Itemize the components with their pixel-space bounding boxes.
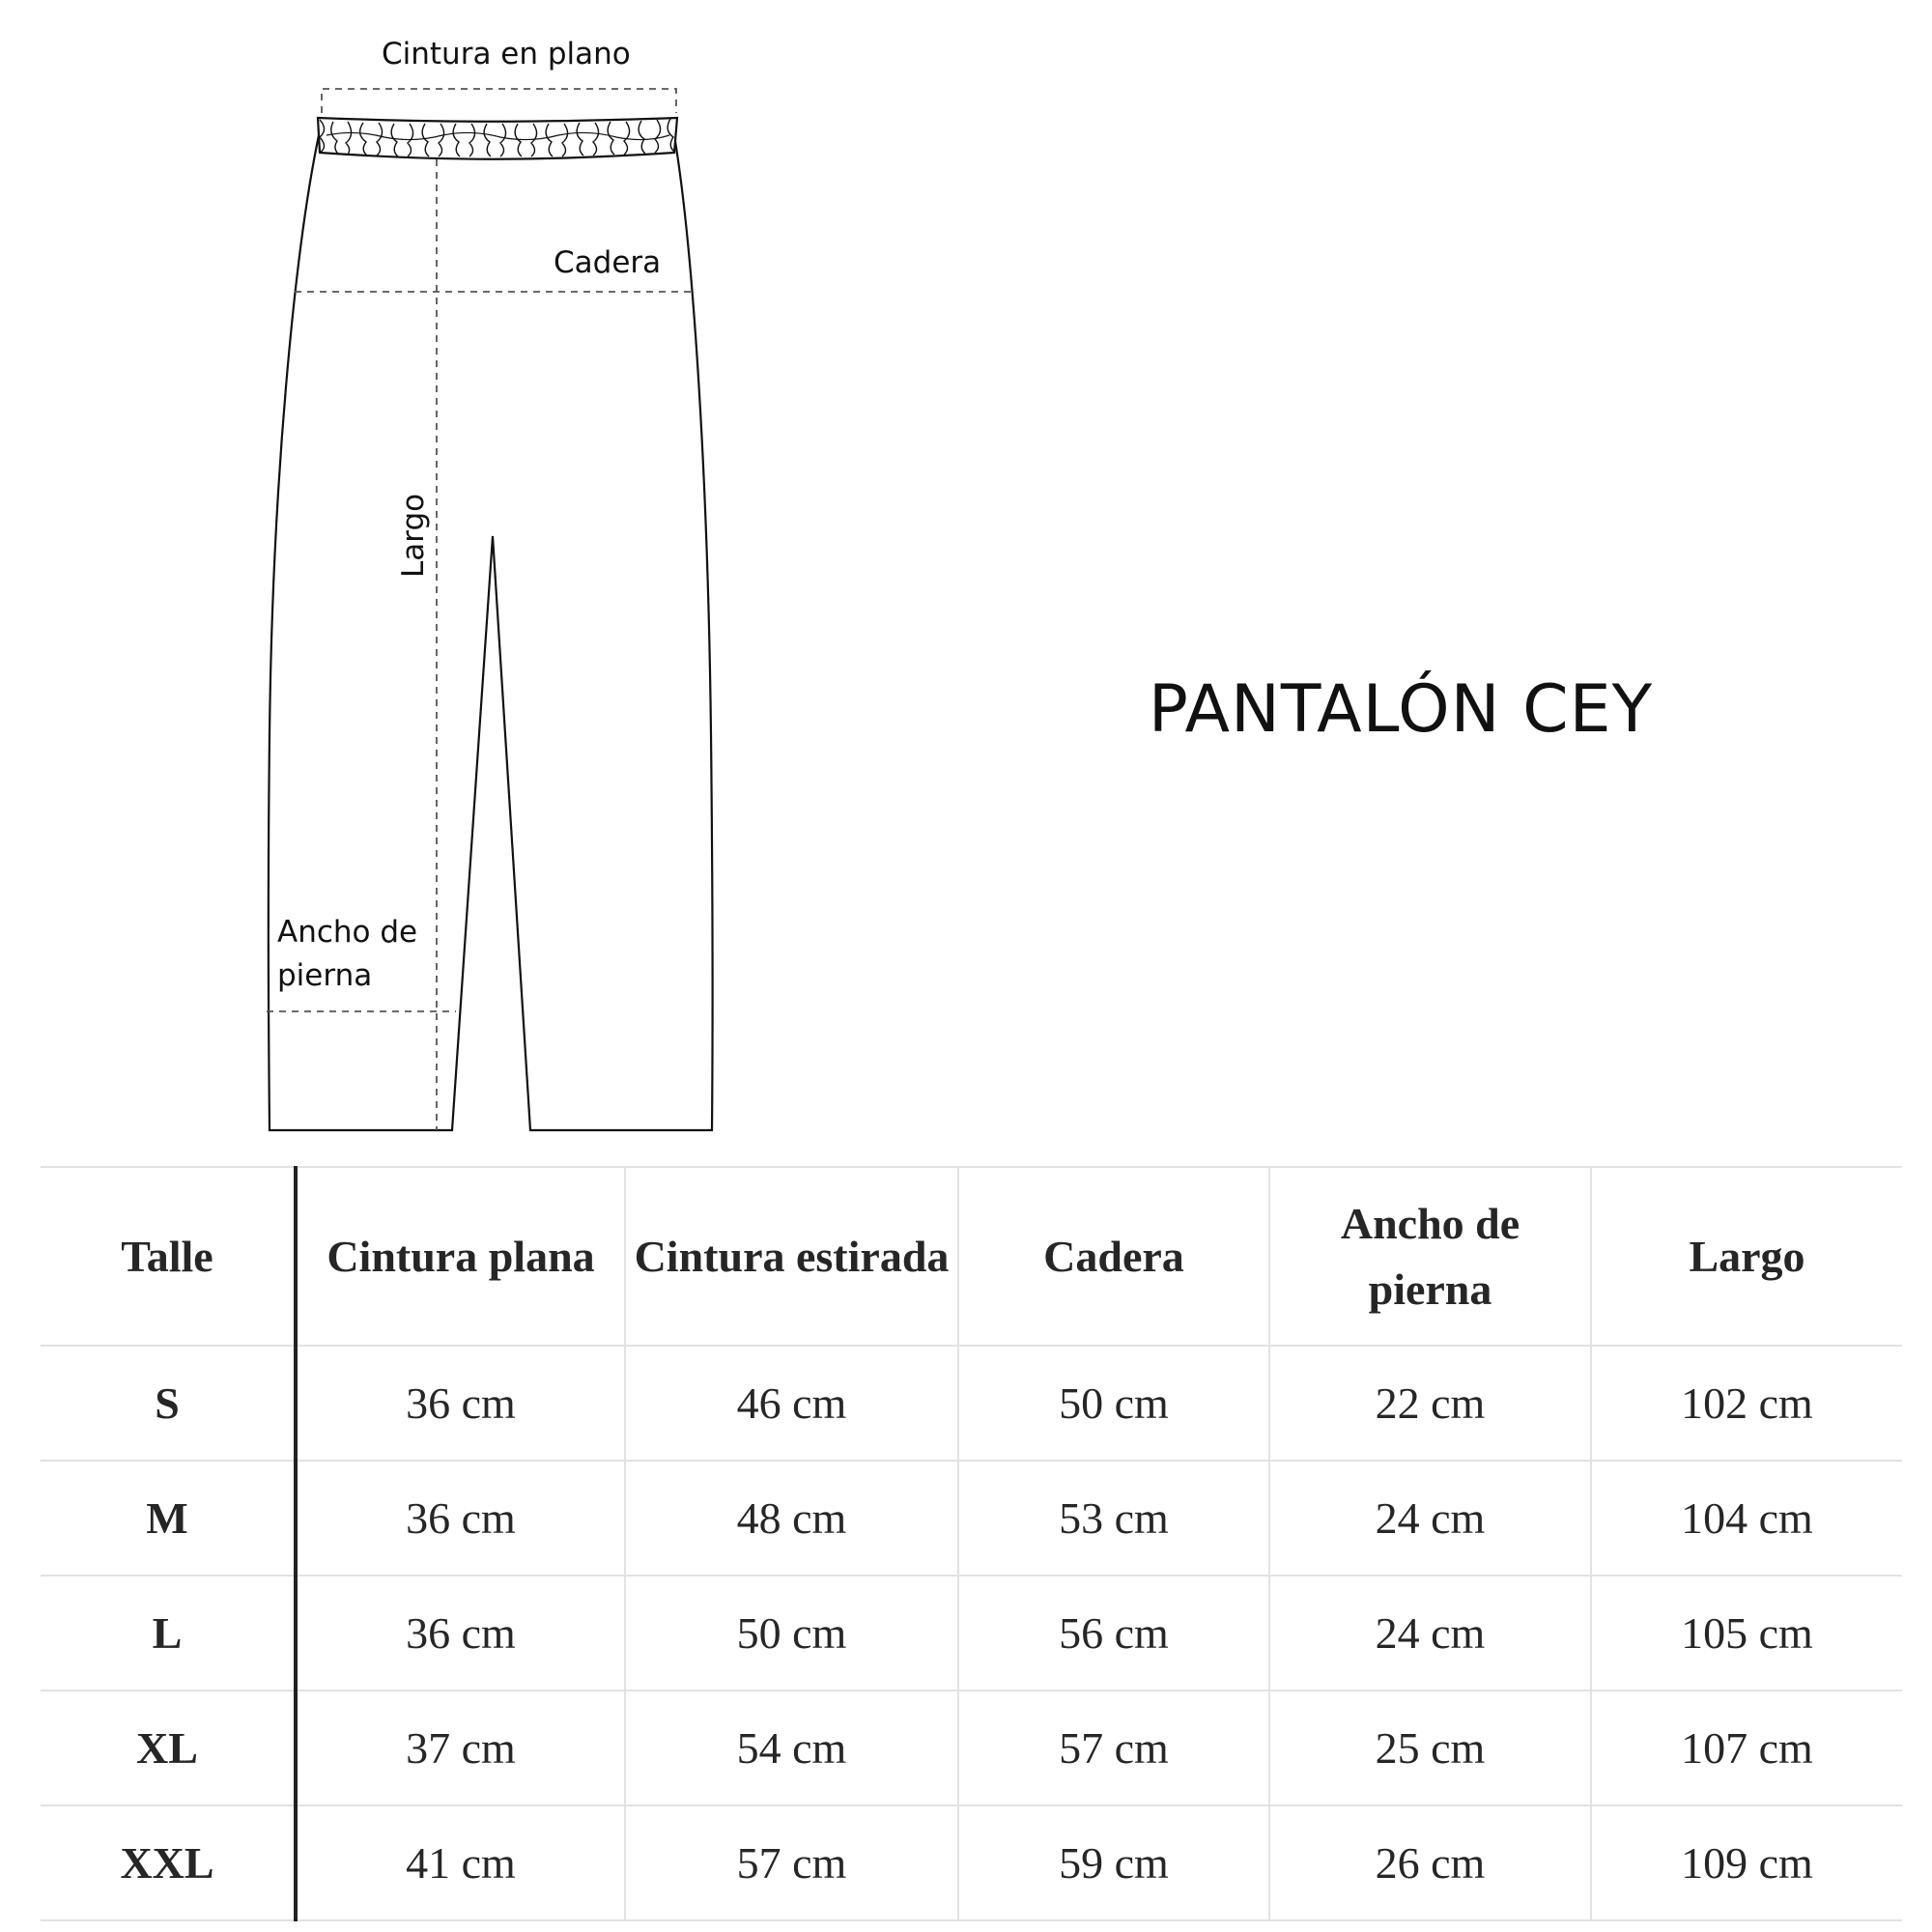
stretched-waist-cell: 54 cm bbox=[625, 1690, 958, 1805]
table-row bbox=[41, 1461, 1902, 1576]
length-label: Largo bbox=[396, 493, 431, 578]
waist-label: Cintura en plano bbox=[382, 37, 631, 71]
header-length: Largo bbox=[1591, 1167, 1902, 1346]
leg-width-cell: 24 cm bbox=[1269, 1576, 1591, 1690]
header-stretched-waist: Cintura estirada bbox=[625, 1167, 958, 1346]
hip-cell: 56 cm bbox=[958, 1576, 1269, 1690]
table-row bbox=[41, 1805, 1902, 1920]
table-row bbox=[41, 1576, 1902, 1690]
hip-cell: 50 cm bbox=[958, 1346, 1269, 1461]
hip-label: Cadera bbox=[554, 245, 662, 280]
flat-waist-cell: 41 cm bbox=[296, 1805, 625, 1920]
header-hip: Cadera bbox=[958, 1167, 1269, 1346]
length-cell: 102 cm bbox=[1591, 1346, 1902, 1461]
size-cell: S bbox=[41, 1346, 296, 1461]
size-cell: XL bbox=[41, 1690, 296, 1805]
flat-waist-cell: 36 cm bbox=[296, 1576, 625, 1690]
length-cell: 109 cm bbox=[1591, 1805, 1902, 1920]
header-size: Talle bbox=[41, 1167, 296, 1346]
flat-waist-cell: 36 cm bbox=[296, 1346, 625, 1461]
leg-width-cell: 25 cm bbox=[1269, 1690, 1591, 1805]
hip-cell: 57 cm bbox=[958, 1690, 1269, 1805]
header-leg-width: Ancho de pierna bbox=[1269, 1167, 1591, 1346]
length-cell: 107 cm bbox=[1591, 1690, 1902, 1805]
size-cell: XXL bbox=[41, 1805, 296, 1920]
stretched-waist-cell: 46 cm bbox=[625, 1346, 958, 1461]
leg-width-cell: 24 cm bbox=[1269, 1461, 1591, 1576]
size-cell: L bbox=[41, 1576, 296, 1690]
size-table bbox=[41, 1166, 1902, 1921]
size-cell: M bbox=[41, 1461, 296, 1576]
table-row bbox=[41, 1346, 1902, 1461]
hip-cell: 59 cm bbox=[958, 1805, 1269, 1920]
length-cell: 105 cm bbox=[1591, 1576, 1902, 1690]
table-header-row bbox=[41, 1167, 1902, 1346]
flat-waist-cell: 36 cm bbox=[296, 1461, 625, 1576]
leg-width-label-line1: Ancho de bbox=[277, 915, 418, 950]
stretched-waist-cell: 57 cm bbox=[625, 1805, 958, 1920]
waist-guide bbox=[322, 89, 676, 113]
product-title: PANTALÓN CEY bbox=[1148, 671, 1654, 748]
length-cell: 104 cm bbox=[1591, 1461, 1902, 1576]
stretched-waist-cell: 48 cm bbox=[625, 1461, 958, 1576]
flat-waist-cell: 37 cm bbox=[296, 1690, 625, 1805]
stretched-waist-cell: 50 cm bbox=[625, 1576, 958, 1690]
leg-width-cell: 26 cm bbox=[1269, 1805, 1591, 1920]
table-row bbox=[41, 1690, 1902, 1805]
hip-cell: 53 cm bbox=[958, 1461, 1269, 1576]
waistband bbox=[318, 118, 677, 159]
header-flat-waist: Cintura plana bbox=[296, 1167, 625, 1346]
leg-width-label-line2: pierna bbox=[277, 958, 373, 993]
leg-width-cell: 22 cm bbox=[1269, 1346, 1591, 1461]
